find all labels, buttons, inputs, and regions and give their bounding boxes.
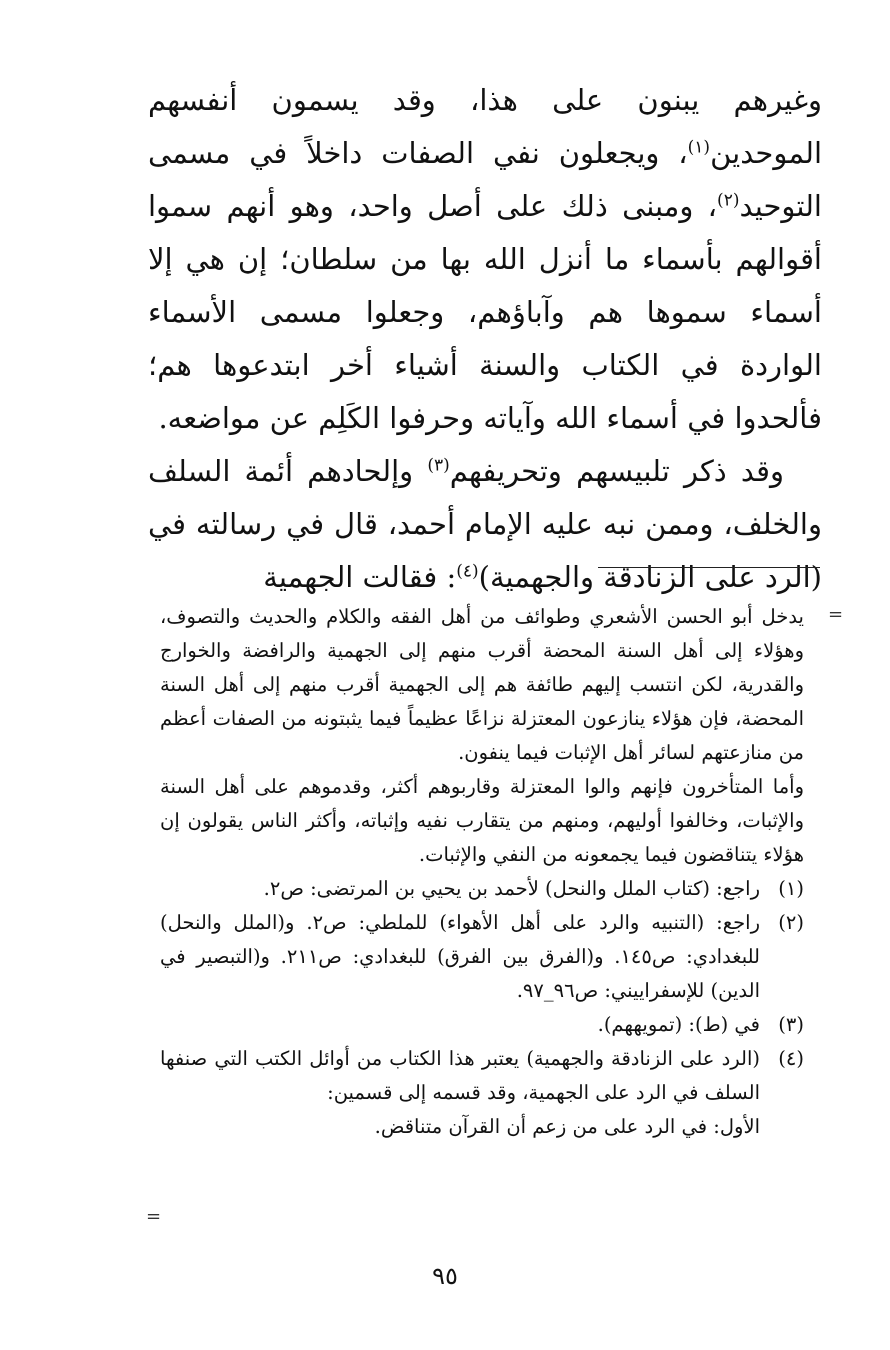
footnote-ref-1[interactable]: (١) — [687, 137, 711, 158]
footnote-3 — [160, 1008, 804, 1042]
continuation-mark-bottom: = — [146, 1206, 162, 1227]
footnote-4-continuation: الأول: في الرد على من زعم أن القرآن متناقض. — [374, 1115, 760, 1138]
footnote-separator — [598, 567, 820, 568]
footnote-1 — [160, 872, 804, 906]
footnote-number: (١) — [778, 877, 804, 900]
paragraph-1: وغيرهم يبنون على هذا، وقد يسمون أنفسهم الموحدين$^{(١)}$، ويجعلون نفي الصفات داخلاً في مسمى التوحيد$^{(٢)}$، ومبنى ذلك على أصل واحد، وهو أنهم سموا أقوالهم بأسماء ما أنزل الله بها من سلطان؛ إن هي إلا أسماء سموها هم وآباؤهم، وجعلوا مسمى الأسماء الواردة في الكتاب والسنة أشياء أخر ابتدعوها هم؛ فألحدوا في أسماء الله وآياته وحرفوا الكَلِم عن مواضعه. — [148, 83, 822, 435]
footnote-number: (٣) — [778, 1013, 804, 1036]
footnote-ref-3[interactable]: (٣) — [427, 455, 450, 476]
footnote-text: في (ط): (تمويههم). — [597, 1013, 760, 1036]
main-text — [148, 74, 822, 604]
footnotes — [160, 600, 804, 1144]
footnote-4 — [160, 1042, 804, 1144]
footnote-carryover-1: يدخل أبو الحسن الأشعري وطوائف من أهل الفقه والكلام والحديث والتصوف، وهؤلاء إلى أهل السنة المحضة أقرب منهم إلى الجهمية والرافضة والخوارج والقدرية، لكن انتسب إليهم طائفة هم إلى الجهمية أقرب منهم إلى أهل السنة المحضة، فإن هؤلاء ينازعون المعتزلة نزاعًا عظيماً فيما يثبتونه من الصفات أعظم من منازعتهم لسائر أهل الإثبات فيما ينفون. — [160, 605, 804, 764]
footnote-number: (٢) — [778, 911, 804, 934]
footnote-text: راجع: (كتاب الملل والنحل) لأحمد بن يحيي بن المرتضى: ص٢. — [263, 877, 760, 900]
paragraph-2: وقد ذكر تلبيسهم وتحريفهم$^{(٣)}$ وإلحادهم أئمة السلف والخلف، وممن نبه عليه الإمام أحمد، قال في رسالته في (الرد على الزنادقة والجهمية)$^{(٤)}$: فقالت الجهمية — [148, 454, 822, 594]
footnote-2 — [160, 906, 804, 1008]
footnote-carryover-2: وأما المتأخرون فإنهم والوا المعتزلة وقاربوهم أكثر، وقدموهم على أهل السنة والإثبات، وخالفوا أوليهم، ومنهم من يتقارب نفيه وإثباته، وأكثر الناس يقولون إن هؤلاء يتناقضون فيما يجمعونه من النفي والإثبات. — [160, 775, 804, 866]
footnote-ref-4[interactable]: (٤) — [456, 561, 479, 582]
footnote-ref-2[interactable]: (٢) — [717, 190, 740, 211]
footnote-text: راجع: (التنبيه والرد على أهل الأهواء) للملطي: ص٢. و(الملل والنحل) للبغدادي: ص١٤٥. و(الفرق بين الفرق) للبغدادي: ص٢١١. و(التبصير في الدين) للإسفراييني: ص٩٦_٩٧. — [160, 911, 760, 1002]
page-number: ٩٥ — [432, 1262, 458, 1290]
continuation-mark-top: = — [828, 604, 844, 625]
footnote-number: (٤) — [778, 1047, 804, 1070]
footnote-text: (الرد على الزنادقة والجهمية) يعتبر هذا الكتاب من أوائل الكتب التي صنفها السلف في الرد على الجهمية، وقد قسمه إلى قسمين: — [160, 1047, 760, 1104]
